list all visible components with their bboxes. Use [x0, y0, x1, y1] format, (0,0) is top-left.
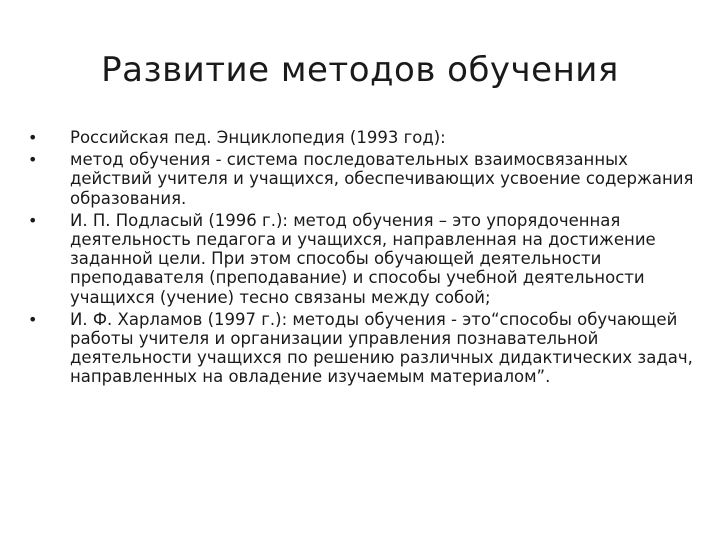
bullet-text: И. Ф. Харламов (1997 г.): методы обучения - это“способы обучающей работы учителя и организации управления познавательной деятельности учащихся по решению различных дидактических задач, направленных на овладение изучаемым материалом”.	[70, 309, 693, 387]
bullet-marker: •	[28, 128, 38, 147]
bullet-item	[28, 128, 698, 147]
bullet-text: И. П. Подласый (1996 г.): метод обучения – это упорядоченная деятельность педагога и учащихся, направленная на достижение заданной цели. При этом способы обучающей деятельности преподавателя (преподавание) и способы учебной деятельности учащихся (учение) тесно связаны между собой;	[70, 210, 656, 307]
bullet-item	[28, 310, 698, 387]
bullet-text: Российская пед. Энциклопедия (1993 год):	[70, 128, 446, 147]
bullet-marker: •	[28, 309, 38, 329]
bullet-text: метод обучения - система последовательных взаимосвязанных действий учителя и учащихся, обеспечивающих усвоение содержания образования.	[70, 150, 694, 208]
bullet-marker: •	[28, 210, 38, 230]
bullet-marker: •	[28, 150, 38, 170]
bullet-item	[28, 150, 698, 208]
bullet-item	[28, 211, 698, 307]
slide-title: Развитие методов обучения	[101, 50, 619, 90]
bullet-list	[28, 128, 698, 390]
